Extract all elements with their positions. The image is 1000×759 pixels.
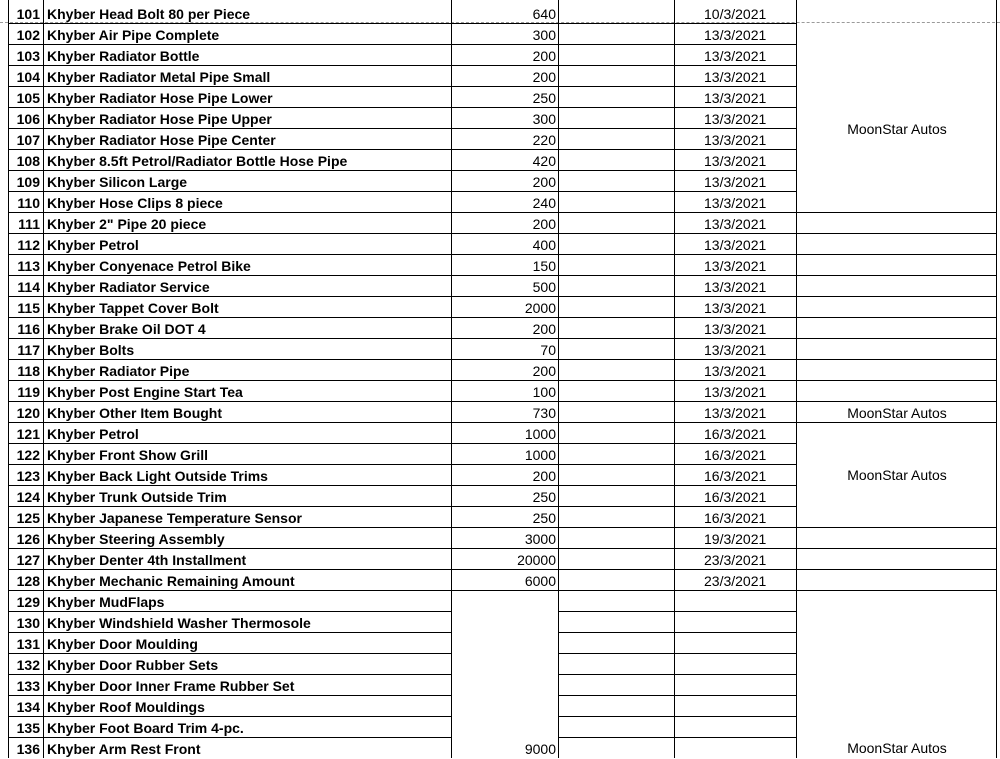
item-cell[interactable]: Khyber Windshield Washer Thermosole	[47, 615, 311, 631]
amount-cell[interactable]: 220	[532, 132, 556, 148]
table-row[interactable]	[0, 444, 1000, 465]
table-row[interactable]	[0, 486, 1000, 507]
amount-cell[interactable]	[452, 675, 558, 696]
amount-cell[interactable]: 400	[532, 237, 556, 253]
table-row[interactable]	[0, 66, 1000, 87]
amount-cell[interactable]: 200	[532, 468, 556, 484]
row-number[interactable]: 129	[16, 594, 40, 610]
grid-line	[796, 527, 996, 528]
date-cell[interactable]: 13/3/2021	[704, 279, 767, 295]
amount-cell[interactable]	[452, 654, 558, 675]
item-cell[interactable]: Khyber Tappet Cover Bolt	[47, 300, 219, 316]
row-number[interactable]: 126	[16, 531, 40, 547]
date-cell[interactable]: 16/3/2021	[704, 468, 767, 484]
item-cell[interactable]: Khyber Other Item Bought	[47, 405, 223, 421]
row-number[interactable]: 115	[17, 300, 40, 316]
date-cell[interactable]: 23/3/2021	[704, 552, 767, 568]
grid-line	[796, 338, 996, 339]
row-number[interactable]: 107	[16, 132, 40, 148]
table-row[interactable]	[0, 45, 1000, 66]
date-cell[interactable]: 10/3/2021	[704, 6, 767, 22]
item-cell[interactable]: Khyber Japanese Temperature Sensor	[47, 510, 302, 526]
grid-line	[8, 275, 451, 276]
grid-line	[451, 86, 796, 87]
item-cell[interactable]: Khyber Mechanic Remaining Amount	[47, 573, 295, 589]
table-row[interactable]	[0, 339, 1000, 360]
table-row[interactable]	[0, 549, 1000, 570]
amount-cell[interactable]: 6000	[524, 573, 556, 589]
table-row[interactable]	[0, 297, 1000, 318]
item-cell[interactable]: Khyber Radiator Metal Pipe Small	[47, 69, 271, 85]
grid-line	[558, 0, 559, 758]
grid-line	[558, 632, 796, 633]
date-cell[interactable]: 13/3/2021	[704, 321, 767, 337]
grid-line	[796, 317, 996, 318]
table-row[interactable]	[0, 402, 1000, 423]
row-number[interactable]: 104	[16, 69, 40, 85]
grid-line	[451, 44, 796, 45]
grid-line	[451, 422, 796, 423]
table-row[interactable]	[0, 276, 1000, 297]
grid-line	[796, 233, 996, 234]
row-number[interactable]: 128	[16, 573, 40, 589]
grid-line	[8, 401, 451, 402]
date-cell[interactable]: 13/3/2021	[704, 342, 767, 358]
grid-line	[451, 212, 796, 213]
grid-line	[43, 0, 44, 758]
grid-line	[796, 590, 996, 591]
date-cell[interactable]	[560, 591, 795, 612]
row-number[interactable]: 110	[17, 195, 40, 211]
grid-line	[796, 359, 996, 360]
amount-cell[interactable]: 200	[532, 174, 556, 190]
grid-line	[8, 380, 451, 381]
grid-line	[558, 653, 796, 654]
grid-line	[796, 0, 797, 758]
vendor-cell[interactable]: MoonStar Autos	[847, 121, 947, 137]
date-cell[interactable]: 13/3/2021	[704, 363, 767, 379]
item-cell[interactable]: Khyber Head Bolt 80 per Piece	[47, 6, 251, 22]
grid-line	[8, 128, 451, 129]
grid-line	[996, 0, 997, 758]
grid-line	[451, 464, 796, 465]
date-cell[interactable]: 13/3/2021	[704, 69, 767, 85]
table-row[interactable]	[0, 654, 1000, 675]
row-number[interactable]: 105	[16, 90, 40, 106]
grid-line	[451, 338, 796, 339]
amount-cell[interactable]: 300	[532, 111, 556, 127]
grid-line	[8, 653, 451, 654]
date-cell[interactable]: 13/3/2021	[704, 174, 767, 190]
grid-line	[8, 674, 451, 675]
date-cell[interactable]: 13/3/2021	[704, 384, 767, 400]
table-row[interactable]	[0, 507, 1000, 528]
item-cell[interactable]: Khyber Radiator Bottle	[47, 48, 200, 64]
grid-line	[451, 233, 796, 234]
row-number[interactable]: 114	[17, 279, 40, 295]
grid-line	[451, 170, 796, 171]
date-cell[interactable]	[560, 654, 795, 675]
grid-line	[451, 23, 796, 24]
table-row[interactable]	[0, 3, 1000, 24]
amount-cell[interactable]: 3000	[524, 531, 556, 547]
row-number[interactable]: 113	[17, 258, 40, 274]
date-cell[interactable]	[560, 612, 795, 633]
item-cell[interactable]: Khyber MudFlaps	[47, 594, 165, 610]
grid-line	[558, 674, 796, 675]
date-cell[interactable]: 13/3/2021	[704, 111, 767, 127]
table-row[interactable]	[0, 150, 1000, 171]
grid-line	[451, 443, 796, 444]
grid-line	[8, 296, 451, 297]
date-cell[interactable]: 16/3/2021	[704, 489, 767, 505]
row-number[interactable]: 121	[16, 426, 40, 442]
table-row[interactable]	[0, 192, 1000, 213]
grid-line	[558, 695, 796, 696]
amount-cell[interactable]: 200	[532, 363, 556, 379]
item-cell[interactable]: Khyber Steering Assembly	[47, 531, 225, 547]
grid-line	[8, 86, 451, 87]
grid-line	[451, 401, 796, 402]
date-cell[interactable]	[560, 696, 795, 717]
grid-line	[8, 590, 451, 591]
item-cell[interactable]: Khyber Radiator Hose Pipe Upper	[47, 111, 272, 127]
item-cell[interactable]: Khyber Hose Clips 8 piece	[47, 195, 223, 211]
grid-line	[8, 317, 451, 318]
table-row[interactable]	[0, 591, 1000, 612]
date-cell[interactable]: 13/3/2021	[704, 195, 767, 211]
item-cell[interactable]: Khyber Radiator Hose Pipe Lower	[47, 90, 273, 106]
date-cell[interactable]: 13/3/2021	[704, 258, 767, 274]
amount-cell[interactable]: 300	[532, 27, 556, 43]
amount-cell[interactable]: 100	[532, 384, 556, 400]
amount-cell[interactable]: 200	[532, 216, 556, 232]
grid-line	[8, 0, 9, 758]
item-cell[interactable]: Khyber Brake Oil DOT 4	[47, 321, 206, 337]
row-number[interactable]: 109	[16, 174, 40, 190]
item-cell[interactable]: Khyber Bolts	[47, 342, 135, 358]
grid-line	[796, 296, 996, 297]
item-cell[interactable]: Khyber Door Rubber Sets	[47, 657, 219, 673]
grid-line	[8, 632, 451, 633]
amount-cell[interactable]: 9000	[524, 741, 556, 757]
row-number[interactable]: 119	[17, 384, 40, 400]
grid-line	[8, 191, 451, 192]
row-number[interactable]: 112	[17, 237, 40, 253]
grid-line	[796, 401, 996, 402]
date-cell[interactable]: 16/3/2021	[704, 510, 767, 526]
grid-line	[451, 275, 796, 276]
row-number[interactable]: 117	[17, 342, 40, 358]
grid-line	[8, 107, 451, 108]
row-number[interactable]: 132	[16, 657, 40, 673]
table-row[interactable]	[0, 696, 1000, 717]
grid-line	[451, 254, 796, 255]
item-cell[interactable]: Khyber 8.5ft Petrol/Radiator Bottle Hose Pipe	[47, 153, 348, 169]
item-cell[interactable]: Khyber Silicon Large	[47, 174, 188, 190]
date-cell[interactable]: 13/3/2021	[704, 48, 767, 64]
amount-cell[interactable]: 1000	[524, 426, 556, 442]
row-number[interactable]: 131	[16, 636, 40, 652]
amount-cell[interactable]: 2000	[524, 300, 556, 316]
amount-cell[interactable]: 250	[532, 90, 556, 106]
amount-cell[interactable]: 240	[532, 195, 556, 211]
row-number[interactable]: 124	[16, 489, 40, 505]
grid-line	[796, 422, 996, 423]
row-number[interactable]: 102	[16, 27, 40, 43]
amount-cell[interactable]	[452, 717, 558, 738]
date-cell[interactable]: 13/3/2021	[704, 132, 767, 148]
grid-line	[8, 485, 451, 486]
grid-line	[558, 716, 796, 717]
grid-line	[451, 527, 796, 528]
table-row[interactable]	[0, 234, 1000, 255]
grid-line	[451, 359, 796, 360]
item-cell[interactable]: Khyber Foot Board Trim 4-pc.	[47, 720, 244, 736]
item-cell[interactable]: Khyber Petrol	[47, 426, 139, 442]
grid-line	[8, 527, 451, 528]
amount-cell[interactable]: 730	[532, 405, 556, 421]
grid-line	[451, 548, 796, 549]
grid-line	[796, 548, 996, 549]
item-cell[interactable]: Khyber Front Show Grill	[47, 447, 209, 463]
amount-cell[interactable]: 250	[532, 510, 556, 526]
grid-line	[796, 254, 996, 255]
item-cell[interactable]: Khyber Radiator Service	[47, 279, 210, 295]
item-cell[interactable]: Khyber Conyenace Petrol Bike	[47, 258, 251, 274]
vendor-cell[interactable]: MoonStar Autos	[847, 740, 947, 756]
amount-cell[interactable]: 640	[532, 6, 556, 22]
amount-cell[interactable]	[452, 591, 558, 612]
grid-line	[8, 443, 451, 444]
grid-line	[8, 254, 451, 255]
grid-line	[8, 569, 451, 570]
row-number[interactable]: 133	[16, 678, 40, 694]
grid-line	[8, 422, 451, 423]
item-cell[interactable]: Khyber 2" Pipe 20 piece	[47, 216, 207, 232]
date-cell[interactable]	[560, 633, 795, 654]
table-row[interactable]	[0, 360, 1000, 381]
grid-line	[451, 380, 796, 381]
grid-line	[8, 338, 451, 339]
item-cell[interactable]: Khyber Radiator Hose Pipe Center	[47, 132, 276, 148]
grid-line	[8, 506, 451, 507]
row-number[interactable]: 135	[16, 720, 40, 736]
grid-line	[8, 170, 451, 171]
grid-line	[674, 0, 675, 758]
item-cell[interactable]: Khyber Door Inner Frame Rubber Set	[47, 678, 295, 694]
date-cell[interactable]: 13/3/2021	[704, 216, 767, 232]
date-cell[interactable]: 16/3/2021	[704, 426, 767, 442]
grid-line	[8, 611, 451, 612]
amount-cell[interactable]: 1000	[524, 447, 556, 463]
item-cell[interactable]: Khyber Radiator Pipe	[47, 363, 190, 379]
grid-line	[796, 569, 996, 570]
item-cell[interactable]: Khyber Arm Rest Front	[47, 741, 201, 757]
item-cell[interactable]: Khyber Door Moulding	[47, 636, 198, 652]
grid-line	[8, 65, 451, 66]
row-number[interactable]: 103	[16, 48, 40, 64]
amount-cell[interactable]	[452, 633, 558, 654]
row-number[interactable]: 108	[16, 153, 40, 169]
grid-line	[451, 296, 796, 297]
row-number[interactable]: 130	[16, 615, 40, 631]
grid-line	[451, 485, 796, 486]
table-row[interactable]	[0, 255, 1000, 276]
item-cell[interactable]: Khyber Denter 4th Installment	[47, 552, 247, 568]
vendor-cell[interactable]: MoonStar Autos	[847, 405, 947, 421]
grid-line	[8, 149, 451, 150]
table-row[interactable]	[0, 633, 1000, 654]
date-cell[interactable]	[560, 717, 795, 738]
date-cell[interactable]: 13/3/2021	[704, 90, 767, 106]
row-number[interactable]: 136	[16, 741, 40, 757]
grid-line	[451, 65, 796, 66]
grid-line	[451, 128, 796, 129]
grid-line	[8, 548, 451, 549]
amount-cell[interactable]: 200	[532, 69, 556, 85]
table-row[interactable]	[0, 87, 1000, 108]
amount-cell[interactable]: 70	[540, 342, 556, 358]
grid-line	[558, 611, 796, 612]
grid-line	[8, 212, 451, 213]
table-row[interactable]	[0, 570, 1000, 591]
table-row[interactable]	[0, 381, 1000, 402]
row-number[interactable]: 134	[16, 699, 40, 715]
row-number[interactable]: 118	[17, 363, 40, 379]
grid-line	[451, 317, 796, 318]
grid-line	[451, 107, 796, 108]
date-cell[interactable]: 19/3/2021	[704, 531, 767, 547]
grid-line	[451, 590, 796, 591]
grid-line	[8, 44, 451, 45]
item-cell[interactable]: Khyber Air Pipe Complete	[47, 27, 220, 43]
grid-line	[451, 506, 796, 507]
amount-cell[interactable]: 150	[532, 258, 556, 274]
table-row[interactable]	[0, 612, 1000, 633]
date-cell[interactable]: 13/3/2021	[704, 405, 767, 421]
table-row[interactable]	[0, 213, 1000, 234]
row-number[interactable]: 101	[16, 6, 40, 22]
table-row[interactable]	[0, 717, 1000, 738]
amount-cell[interactable]: 500	[532, 279, 556, 295]
grid-line	[8, 464, 451, 465]
grid-line	[558, 737, 796, 738]
grid-line	[796, 380, 996, 381]
row-number[interactable]: 125	[16, 510, 40, 526]
table-row[interactable]	[0, 24, 1000, 45]
item-cell[interactable]: Khyber Post Engine Start Tea	[47, 384, 243, 400]
table-row[interactable]	[0, 675, 1000, 696]
vendor-cell[interactable]: MoonStar Autos	[847, 467, 947, 483]
grid-line	[8, 23, 451, 24]
table-row[interactable]	[0, 171, 1000, 192]
grid-line	[8, 737, 451, 738]
date-cell[interactable]	[560, 675, 795, 696]
amount-cell[interactable]: 200	[532, 48, 556, 64]
date-cell[interactable]: 16/3/2021	[704, 447, 767, 463]
grid-line	[8, 716, 451, 717]
row-number[interactable]: 122	[16, 447, 40, 463]
date-cell[interactable]: 13/3/2021	[704, 27, 767, 43]
grid-line	[451, 569, 796, 570]
amount-cell[interactable]: 20000	[517, 552, 556, 568]
row-number[interactable]: 116	[17, 321, 40, 337]
row-number[interactable]: 111	[18, 216, 40, 232]
grid-line	[8, 233, 451, 234]
amount-cell[interactable]	[452, 696, 558, 717]
amount-cell[interactable]: 250	[532, 489, 556, 505]
date-cell[interactable]: 13/3/2021	[704, 237, 767, 253]
item-cell[interactable]: Khyber Roof Mouldings	[47, 699, 205, 715]
amount-cell[interactable]	[452, 612, 558, 633]
date-cell[interactable]: 13/3/2021	[704, 300, 767, 316]
row-number[interactable]: 120	[16, 405, 40, 421]
row-number[interactable]: 106	[16, 111, 40, 127]
amount-cell[interactable]: 420	[532, 153, 556, 169]
item-cell[interactable]: Khyber Trunk Outside Trim	[47, 489, 227, 505]
grid-line	[796, 275, 996, 276]
grid-line	[451, 149, 796, 150]
table-row[interactable]	[0, 318, 1000, 339]
table-row[interactable]	[0, 738, 1000, 759]
table-row[interactable]	[0, 465, 1000, 486]
table-row[interactable]	[0, 528, 1000, 549]
grid-line	[796, 212, 996, 213]
amount-cell[interactable]: 200	[532, 321, 556, 337]
grid-line	[451, 0, 452, 758]
table-row[interactable]	[0, 129, 1000, 150]
table-row[interactable]	[0, 108, 1000, 129]
date-cell[interactable]: 23/3/2021	[704, 573, 767, 589]
item-cell[interactable]: Khyber Petrol	[47, 237, 139, 253]
date-cell[interactable]	[560, 738, 795, 759]
row-number[interactable]: 127	[16, 552, 40, 568]
grid-line	[8, 359, 451, 360]
grid-line	[8, 695, 451, 696]
item-cell[interactable]: Khyber Back Light Outside Trims	[47, 468, 268, 484]
grid-line	[451, 191, 796, 192]
row-number[interactable]: 123	[16, 468, 40, 484]
date-cell[interactable]: 13/3/2021	[704, 153, 767, 169]
table-row[interactable]	[0, 423, 1000, 444]
